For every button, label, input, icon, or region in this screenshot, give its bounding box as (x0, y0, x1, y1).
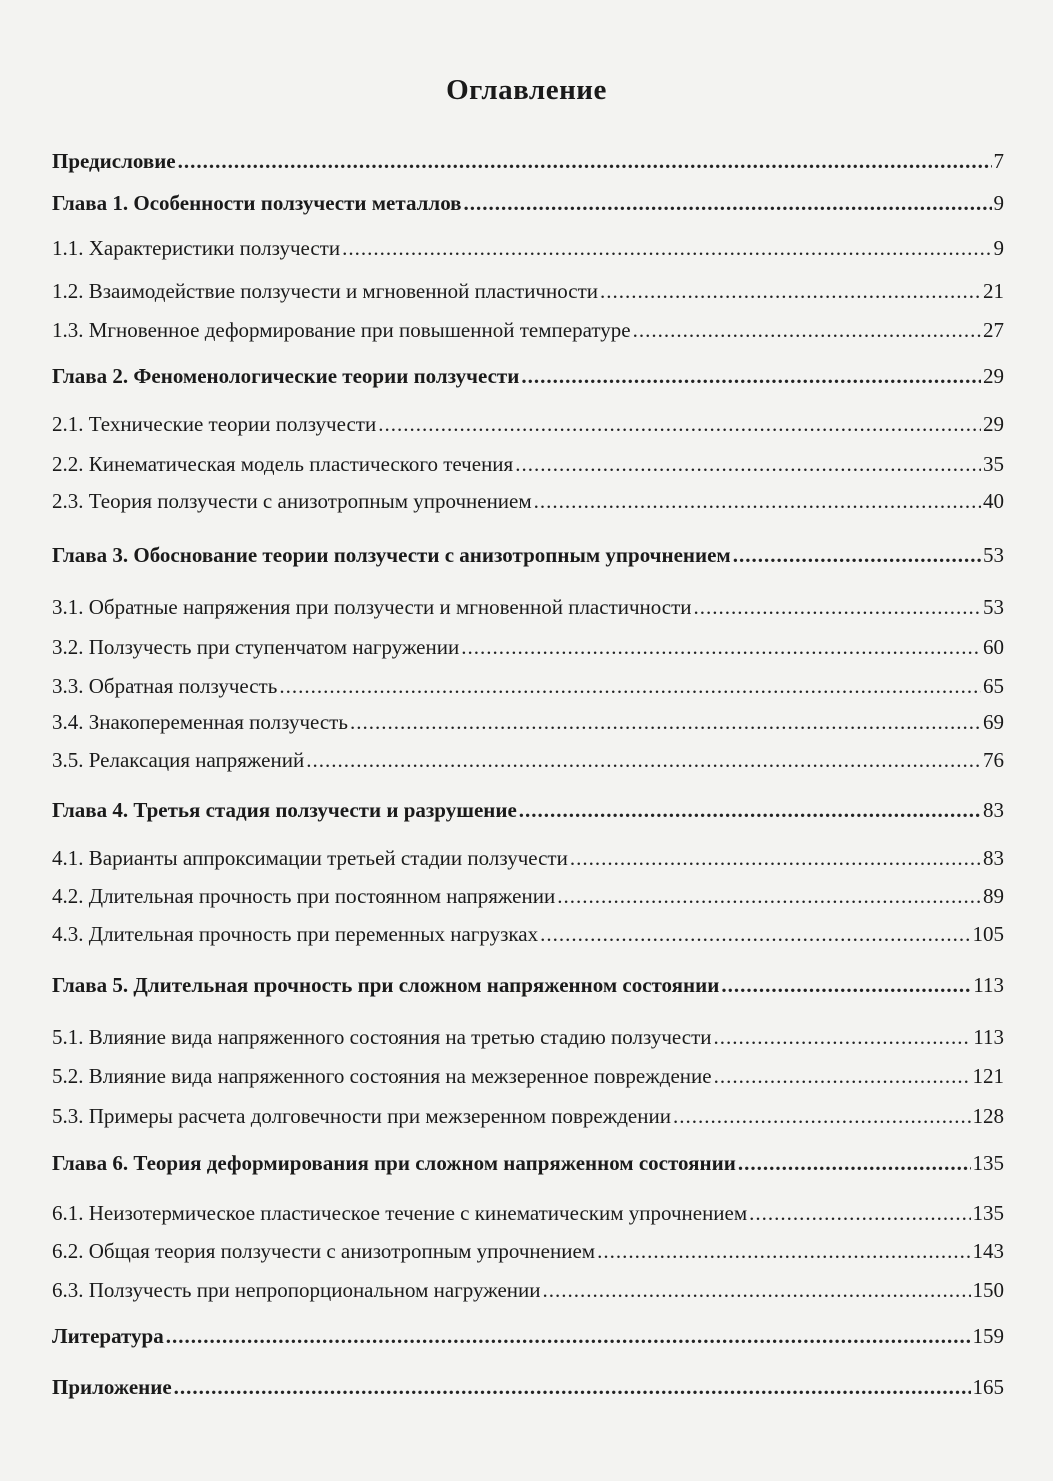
toc-page-number: 35 (983, 452, 1004, 476)
toc-entry-label: 3.3. Обратная ползучесть (52, 674, 278, 698)
toc-page-number: 105 (972, 922, 1004, 946)
toc-dot-leader (166, 1320, 971, 1352)
toc-entry-label: Глава 6. Теория деформирования при сложном напряженном состоянии (52, 1151, 736, 1175)
toc-dot-leader (570, 842, 981, 874)
toc-page-number: 135 (972, 1201, 1004, 1225)
toc-entry-label: 4.1. Варианты аппроксимации третьей стадии ползучести (52, 846, 568, 870)
toc-page-number: 135 (972, 1151, 1004, 1175)
toc-dot-leader (519, 794, 981, 826)
toc-section-entry (52, 232, 1004, 264)
toc-page-number: 65 (983, 674, 1004, 698)
toc-entry-label: 1.3. Мгновенное деформирование при повышенной температуре (52, 318, 631, 342)
toc-page-number: 29 (983, 364, 1004, 388)
toc-entry-label: 2.2. Кинематическая модель пластического течения (52, 452, 514, 476)
toc-chapter-entry (52, 794, 1004, 826)
toc-page-number: 150 (972, 1278, 1004, 1302)
toc-dot-leader (633, 314, 981, 346)
toc-entry-label: 6.1. Неизотермическое пластическое течение с кинематическим упрочнением (52, 1201, 748, 1225)
toc-section-entry (52, 1197, 1004, 1229)
toc-section-entry (52, 631, 1004, 663)
toc-section-entry (52, 880, 1004, 912)
toc-chapter-entry (52, 360, 1004, 392)
toc-entry-label: 5.2. Влияние вида напряженного состояния на межзеренное повреждение (52, 1064, 712, 1088)
toc-entry-label: Глава 1. Особенности ползучести металлов (52, 191, 462, 215)
toc-dot-leader (749, 1197, 970, 1229)
toc-dot-leader (534, 485, 981, 517)
toc-page-number: 83 (983, 846, 1004, 870)
toc-dot-leader (461, 631, 981, 663)
toc-chapter-entry (52, 1147, 1004, 1179)
toc-page-number: 159 (972, 1324, 1004, 1348)
toc-dot-leader (543, 1274, 971, 1306)
toc-dot-leader (714, 1060, 971, 1092)
toc-dot-leader (597, 1235, 970, 1267)
toc-section-entry (52, 1060, 1004, 1092)
toc-page-number: 113 (973, 973, 1004, 997)
toc-page-number: 89 (983, 884, 1004, 908)
toc-page-number: 53 (983, 595, 1004, 619)
toc-entry-label: 3.1. Обратные напряжения при ползучести и мгновенной пластичности (52, 595, 692, 619)
toc-section-entry (52, 275, 1004, 307)
toc-dot-leader (350, 706, 981, 738)
toc-entry-label: 3.2. Ползучесть при ступенчатом нагружении (52, 635, 460, 659)
toc-page-number: 76 (983, 748, 1004, 772)
toc-entry-label: 4.3. Длительная прочность при переменных нагрузках (52, 922, 539, 946)
toc-dot-leader (557, 880, 981, 912)
toc-chapter-entry (52, 187, 1004, 219)
toc-entry-label: Глава 3. Обоснование теории ползучести с анизотропным упрочнением (52, 543, 731, 567)
toc-page-number: 9 (993, 236, 1004, 260)
toc-dot-leader (540, 918, 970, 950)
toc-entry-label: Глава 4. Третья стадия ползучести и разрушение (52, 798, 517, 822)
toc-dot-leader (721, 969, 971, 1001)
toc-entry-label: Глава 5. Длительная прочность при сложном напряженном состоянии (52, 973, 720, 997)
toc-page-number: 128 (972, 1104, 1004, 1128)
toc-page-number: 21 (983, 279, 1004, 303)
toc-section-entry (52, 448, 1004, 480)
toc-page-number: 7 (993, 149, 1004, 173)
toc-page-number: 143 (972, 1239, 1004, 1263)
toc-dot-leader (673, 1100, 971, 1132)
toc-section-entry (52, 918, 1004, 950)
toc-page-number: 83 (983, 798, 1004, 822)
toc-entry-label: 3.4. Знакопеременная ползучесть (52, 710, 348, 734)
toc-section-entry (52, 485, 1004, 517)
toc-dot-leader (279, 670, 981, 702)
toc-dot-leader (694, 591, 981, 623)
toc-page-number: 40 (983, 489, 1004, 513)
toc-dot-leader (174, 1371, 971, 1403)
toc-dot-leader (178, 145, 992, 177)
toc-section-entry (52, 1274, 1004, 1306)
toc-page-number: 9 (993, 191, 1004, 215)
toc-chapter-entry (52, 1371, 1004, 1403)
toc-entry-label: 1.1. Характеристики ползучести (52, 236, 341, 260)
toc-section-entry (52, 670, 1004, 702)
toc-entry-label: 2.3. Теория ползучести с анизотропным упрочнением (52, 489, 532, 513)
toc-dot-leader (515, 448, 981, 480)
toc-chapter-entry (52, 145, 1004, 177)
toc-chapter-entry (52, 539, 1004, 571)
toc-entry-label: 5.1. Влияние вида напряженного состояния на третью стадию ползучести (52, 1025, 712, 1049)
toc-entry-label: Глава 2. Феноменологические теории ползучести (52, 364, 520, 388)
toc-dot-leader (521, 360, 981, 392)
toc-entry-label: Предисловие (52, 149, 176, 173)
toc-dot-leader (342, 232, 991, 264)
toc-entry-label: Литература (52, 1324, 164, 1348)
toc-dot-leader (738, 1147, 971, 1179)
toc-page-number: 53 (983, 543, 1004, 567)
toc-section-entry (52, 1100, 1004, 1132)
toc-entry-label: 6.2. Общая теория ползучести с анизотропным упрочнением (52, 1239, 596, 1263)
toc-entry-label: 1.2. Взаимодействие ползучести и мгновенной пластичности (52, 279, 598, 303)
toc-page-number: 27 (983, 318, 1004, 342)
toc-page-number: 113 (973, 1025, 1004, 1049)
toc-entry-label: 3.5. Релаксация напряжений (52, 748, 305, 772)
toc-dot-leader (600, 275, 981, 307)
toc-entry-label: 5.3. Примеры расчета долговечности при межзеренном повреждении (52, 1104, 671, 1128)
toc-entry-label: 4.2. Длительная прочность при постоянном напряжении (52, 884, 556, 908)
toc-section-entry (52, 408, 1004, 440)
toc-page-number: 60 (983, 635, 1004, 659)
toc-section-entry (52, 744, 1004, 776)
toc-section-entry (52, 1021, 1004, 1053)
toc-page-number: 165 (972, 1375, 1004, 1399)
toc-dot-leader (464, 187, 992, 219)
toc-entry-label: 6.3. Ползучесть при непропорциональном нагружении (52, 1278, 541, 1302)
toc-dot-leader (733, 539, 981, 571)
toc-entry-label: Приложение (52, 1375, 172, 1399)
toc-section-entry (52, 706, 1004, 738)
toc-page-number: 69 (983, 710, 1004, 734)
toc-section-entry (52, 1235, 1004, 1267)
toc-chapter-entry (52, 1320, 1004, 1352)
toc-section-entry (52, 591, 1004, 623)
toc-dot-leader (378, 408, 981, 440)
toc-section-entry (52, 314, 1004, 346)
toc-dot-leader (306, 744, 981, 776)
toc-page-number: 121 (972, 1064, 1004, 1088)
toc-entry-label: 2.1. Технические теории ползучести (52, 412, 377, 436)
toc-chapter-entry (52, 969, 1004, 1001)
toc-dot-leader (713, 1021, 971, 1053)
toc-section-entry (52, 842, 1004, 874)
toc-page-number: 29 (983, 412, 1004, 436)
page-title: Оглавление (446, 74, 607, 106)
